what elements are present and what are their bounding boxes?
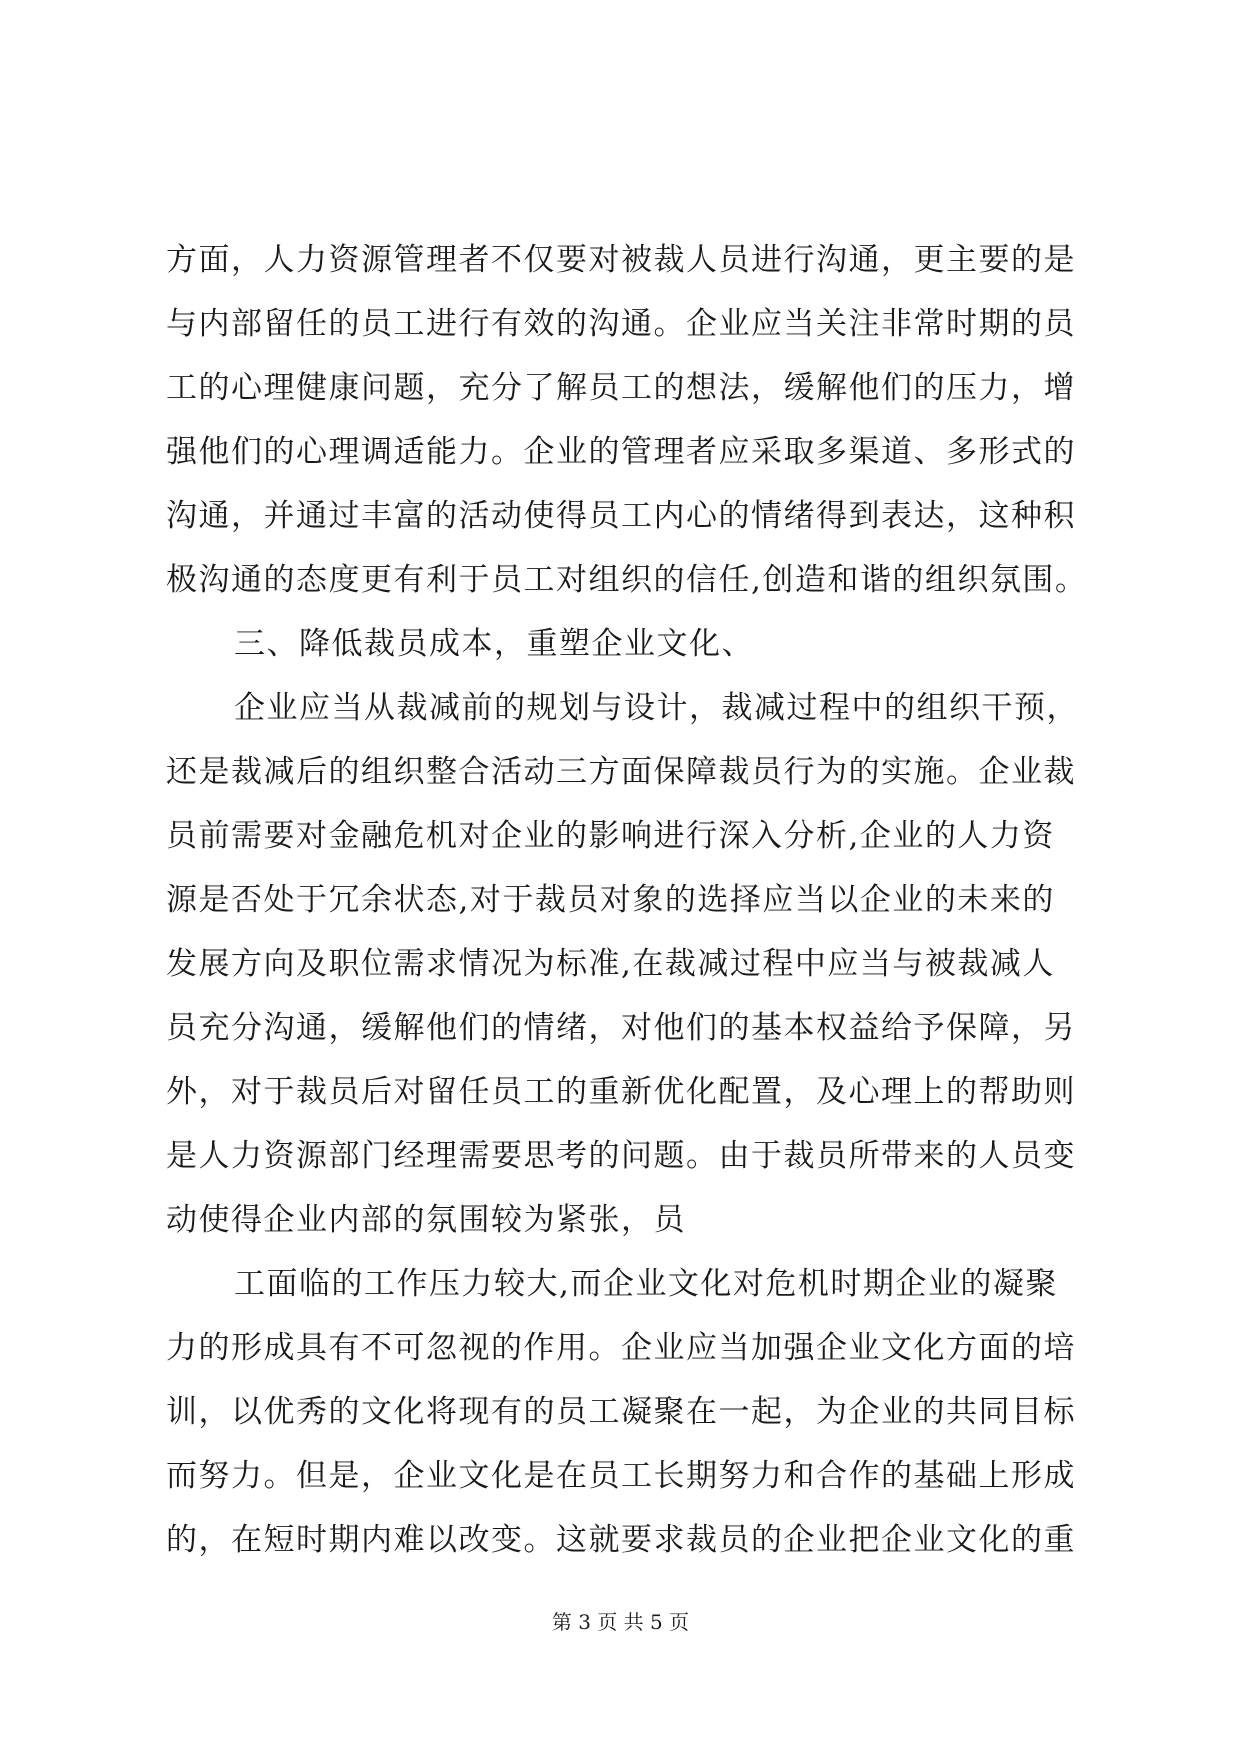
document-body: [166, 228, 1091, 1572]
text-line: 外，对于裁员后对留任员工的重新优化配置，及心理上的帮助则: [166, 1074, 1076, 1110]
text-line: 还是裁减后的组织整合活动三方面保障裁员行为的实施。企业裁: [166, 754, 1076, 790]
paragraph-communication: [166, 228, 1091, 612]
text-line: 方面，人力资源管理者不仅要对被裁人员进行沟通，更主要的是: [166, 242, 1076, 278]
section-heading: 三、降低裁员成本，重塑企业文化、: [234, 626, 754, 662]
text-line: 力的形成具有不可忽视的作用。企业应当加强企业文化方面的培: [166, 1330, 1076, 1366]
text-line: 动使得企业内部的氛围较为紧张，员: [166, 1202, 686, 1238]
page-number-footer: 第 3 页 共 5 页: [551, 1610, 690, 1634]
text-line: 而努力。但是，企业文化是在员工长期努力和合作的基础上形成: [166, 1458, 1076, 1494]
paragraph-corporate-culture: [166, 1252, 1091, 1572]
text-line: 工面临的工作压力较大,而企业文化对危机时期企业的凝聚: [234, 1266, 1058, 1302]
paragraph-layoff-process: [166, 676, 1091, 1252]
text-line: 员充分沟通，缓解他们的情绪，对他们的基本权益给予保障，另: [166, 1010, 1076, 1046]
text-line: 发展方向及职位需求情况为标准,在裁减过程中应当与被裁减人: [166, 946, 1055, 982]
text-line: 沟通，并通过丰富的活动使得员工内心的情绪得到表达，这种积: [166, 498, 1076, 534]
text-line: 工的心理健康问题，充分了解员工的想法，缓解他们的压力，增: [166, 370, 1076, 406]
text-line: 企业应当从裁减前的规划与设计，裁减过程中的组织干预，: [234, 690, 1079, 726]
text-line: 极沟通的态度更有利于员工对组织的信任,创造和谐的组织氛围。: [166, 562, 1088, 598]
text-line: 是人力资源部门经理需要思考的问题。由于裁员所带来的人员变: [166, 1138, 1076, 1174]
text-line: 员前需要对金融危机对企业的影响进行深入分析,企业的人力资: [166, 818, 1055, 854]
text-line: 源是否处于冗余状态,对于裁员对象的选择应当以企业的未来的: [166, 882, 1055, 918]
text-line: 的，在短时期内难以改变。这就要求裁员的企业把企业文化的重: [166, 1522, 1076, 1558]
text-line: 与内部留任的员工进行有效的沟通。企业应当关注非常时期的员: [166, 306, 1076, 342]
text-line: 强他们的心理调适能力。企业的管理者应采取多渠道、多形式的: [166, 434, 1076, 470]
text-line: 训，以优秀的文化将现有的员工凝聚在一起，为企业的共同目标: [166, 1394, 1076, 1430]
